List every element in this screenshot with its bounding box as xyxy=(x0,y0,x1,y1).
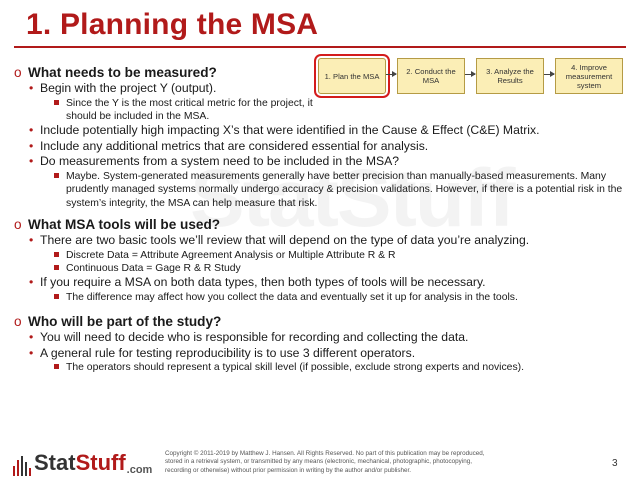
content-body xyxy=(14,58,626,375)
square-bullet-icon xyxy=(54,294,59,299)
process-flow xyxy=(0,56,638,100)
footer xyxy=(0,440,638,478)
dot-bullet-icon: • xyxy=(29,123,34,138)
page-number: 3 xyxy=(612,458,618,469)
sub-bullet-text: Since the Y is the most critical metric for the project, it should be included in the MSA. xyxy=(66,97,313,122)
bullet-text: Include potentially high impacting X’s that were identified in the Cause & Effect (C&E) Matrix. xyxy=(40,123,540,138)
arrow-right-icon xyxy=(465,74,475,75)
copyright-notice: Copyright © 2011-2019 by Matthew J. Hansen. All Rights Reserved. No part of this publication may be reproduced, stored in a retrieval system, or transmitted by any means (electronic, mechanical, photographic, photocopying, recording or otherwise) without prior permission in writing by the author and/or publisher. xyxy=(165,450,485,474)
arrow-right-icon xyxy=(544,74,554,75)
bullet-text: Do measurements from a system need to be included in the MSA? xyxy=(40,154,400,169)
flow-step-label: 1. Plan the MSA xyxy=(324,71,380,81)
flow-step-label: 4. Improve measurement system xyxy=(565,62,613,90)
flow-step-label: 2. Conduct the MSA xyxy=(406,67,456,85)
logo-stuff: Stuff xyxy=(75,450,126,475)
bullet-text: You will need to decide who is responsible for recording and collecting the data. xyxy=(40,330,469,345)
section-heading xyxy=(14,216,626,233)
bar-chart-icon xyxy=(12,454,32,476)
bullet-item xyxy=(14,275,626,291)
bullet-item xyxy=(14,139,626,155)
sub-bullet-text: Discrete Data = Attribute Agreement Analysis or Multiple Attribute R & R xyxy=(66,249,396,261)
flow-step-analyze xyxy=(476,58,544,94)
bullet-item xyxy=(14,123,626,139)
square-bullet-icon xyxy=(54,173,59,178)
section-heading xyxy=(14,313,626,330)
dot-bullet-icon: • xyxy=(29,330,34,345)
sub-bullet-text: The difference may affect how you collect the data and eventually set it up for analysis in the tools. xyxy=(66,291,518,303)
bullet-item xyxy=(14,330,626,346)
dot-bullet-icon: • xyxy=(29,275,34,290)
section-heading-text: Who will be part of the study? xyxy=(28,314,222,330)
flow-step-plan xyxy=(318,58,386,94)
flow-step-conduct xyxy=(397,58,465,94)
circle-bullet-icon: o xyxy=(14,217,22,233)
slide-title: 1. Planning the MSA xyxy=(26,8,319,41)
sub-bullet-text: The operators should represent a typical skill level (if possible, exclude strong experts and novices). xyxy=(66,362,524,374)
section-heading-text: What needs to be measured? xyxy=(28,65,217,80)
dot-bullet-icon: • xyxy=(29,81,34,95)
sub-bullet-item xyxy=(14,249,626,262)
sub-bullet-item xyxy=(14,291,626,304)
bullet-item xyxy=(14,233,626,249)
circle-bullet-icon: o xyxy=(14,314,22,330)
statstuff-logo[interactable] xyxy=(12,450,152,476)
square-bullet-icon xyxy=(54,265,59,270)
bullet-text: If you require a MSA on both data types, then both types of tools will be necessary. xyxy=(40,275,486,290)
sub-bullet-text: Maybe. System-generated measurements generally have better precision than manually-based measurements. Many prudently managed systems normally undergo accuracy & precision validations. However, if there is a potential risk in the system’s integrity, the MSA can help measure that risk. xyxy=(66,170,623,209)
square-bullet-icon xyxy=(54,364,59,369)
logo-com: .com xyxy=(126,464,153,476)
bullet-item xyxy=(14,346,626,362)
dot-bullet-icon: • xyxy=(29,345,34,360)
dot-bullet-icon: • xyxy=(29,138,34,153)
dot-bullet-icon: • xyxy=(29,233,34,248)
flow-step-improve xyxy=(555,58,623,94)
sub-bullet-item xyxy=(14,262,626,275)
bullet-text: Begin with the project Y (output). xyxy=(40,81,217,95)
circle-bullet-icon: o xyxy=(14,65,22,80)
sub-bullet-item xyxy=(14,170,626,210)
bullet-item xyxy=(14,154,626,170)
section-heading-text: What MSA tools will be used? xyxy=(28,217,221,233)
flow-step-label: 3. Analyze the Results xyxy=(486,67,534,85)
square-bullet-icon xyxy=(54,100,59,105)
bullet-text: A general rule for testing reproducibility is to use 3 different operators. xyxy=(40,345,416,360)
arrow-right-icon xyxy=(386,74,396,75)
title-divider xyxy=(14,46,626,48)
logo-stat: Stat xyxy=(34,450,76,475)
dot-bullet-icon: • xyxy=(29,154,34,169)
sub-bullet-item xyxy=(14,97,316,124)
sub-bullet-text: Continuous Data = Gage R & R Study xyxy=(66,262,241,274)
bullet-text: There are two basic tools we’ll review that will depend on the type of data you’re analyzing. xyxy=(40,233,530,248)
square-bullet-icon xyxy=(54,252,59,257)
bullet-text: Include any additional metrics that are considered essential for analysis. xyxy=(40,138,429,153)
sub-bullet-item xyxy=(14,361,626,374)
